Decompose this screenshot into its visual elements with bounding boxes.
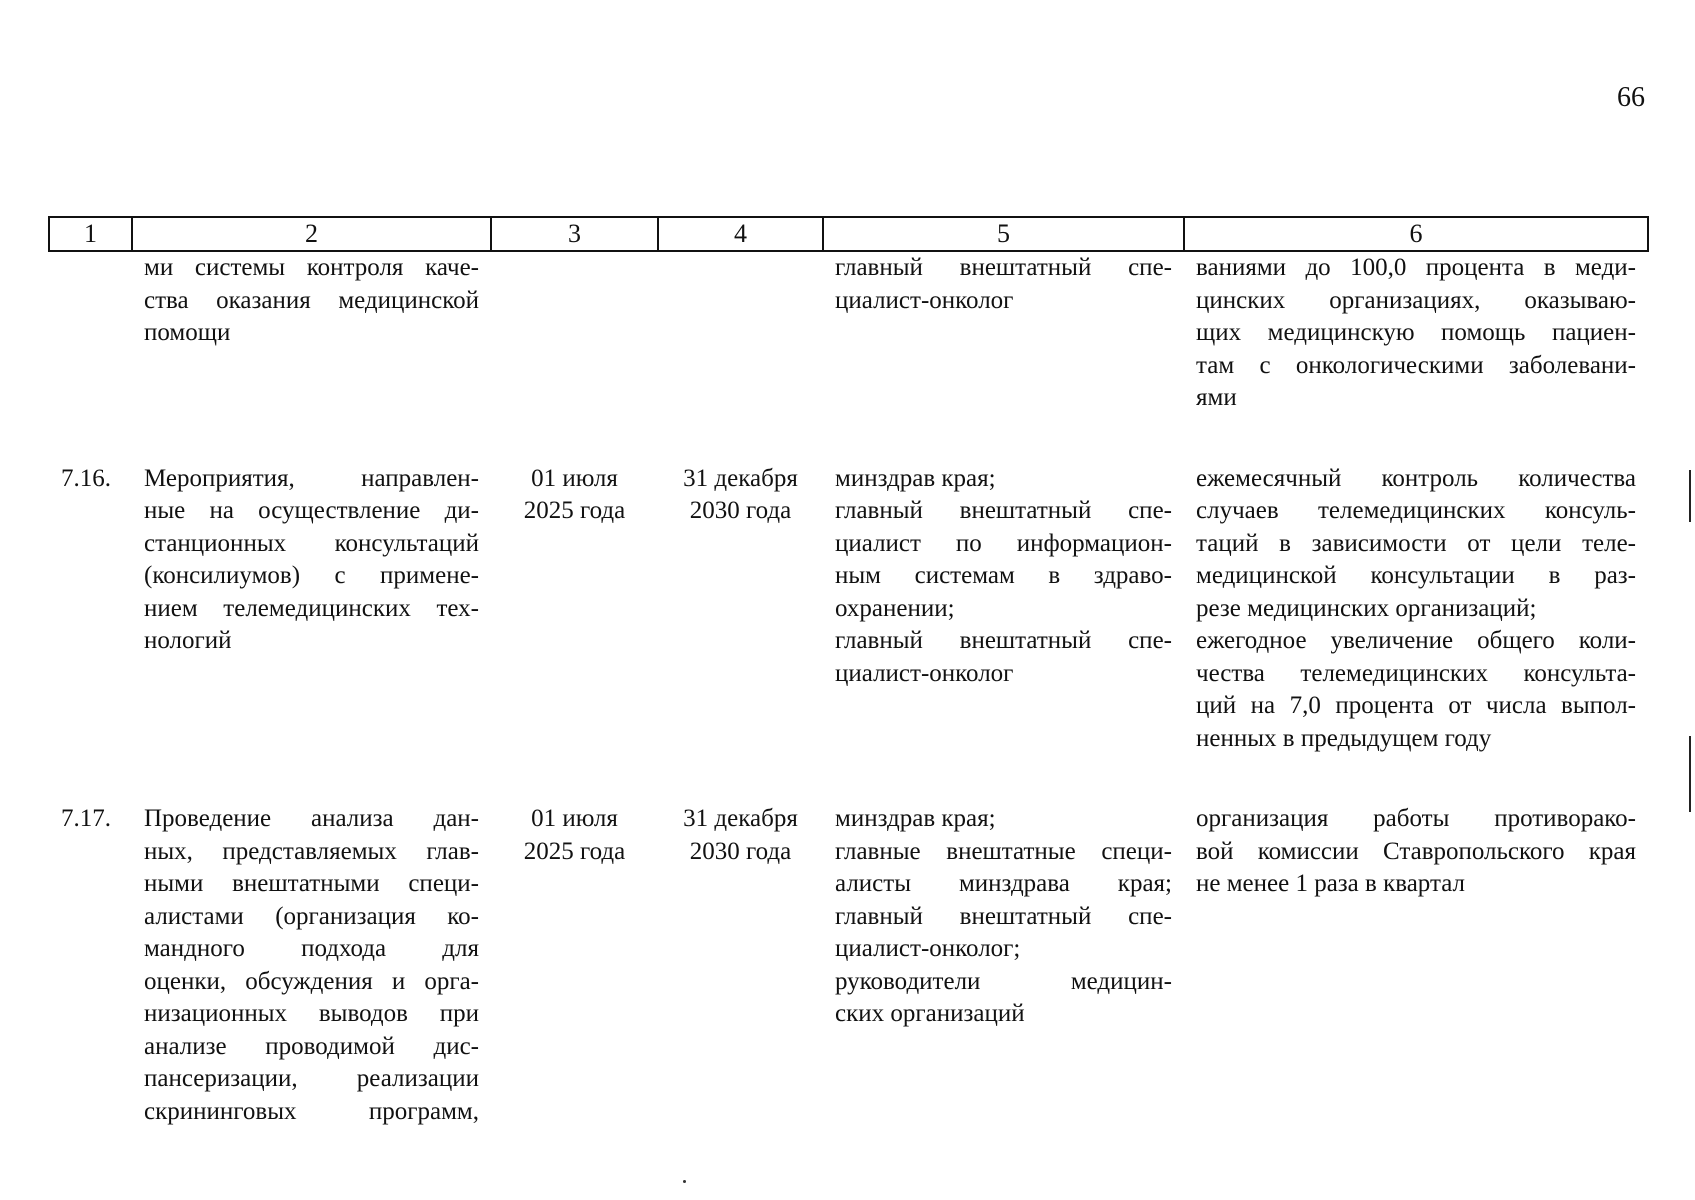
text-line: главный внештатный спе- <box>835 627 1172 654</box>
text-line: скрининговых программ, <box>144 1097 479 1125</box>
text-line: резе медицинских организаций; <box>1196 594 1537 622</box>
text-line: 31 декабря <box>683 464 798 492</box>
text-line: 31 декабря <box>683 805 798 832</box>
text-line: не менее 1 раза в квартал <box>1196 870 1465 897</box>
text-line: ства оказания медицинской <box>144 286 479 314</box>
text-line: циалист-онколог <box>835 659 1014 687</box>
text-line: щих медицинскую помощь пациен- <box>1196 319 1636 346</box>
text-line: анализе проводимой дис- <box>144 1032 479 1060</box>
text-line: 2030 года <box>689 497 792 524</box>
text-line: мандного подхода для <box>144 935 479 962</box>
text-line: минздрав края; <box>835 805 996 832</box>
result-cell <box>1184 781 1648 1154</box>
column-number-5: 5 <box>823 217 1184 251</box>
text-line: пансеризации, реализации <box>144 1065 479 1092</box>
item-number: 7.16. <box>61 464 111 492</box>
text-line: 2030 года <box>689 837 792 865</box>
activities-table <box>48 216 1649 1154</box>
text-line: цинских организациях, оказываю- <box>1196 286 1636 314</box>
text-line: главный внештатный спе- <box>835 902 1172 930</box>
text-line: ми системы контроля каче- <box>144 254 479 281</box>
column-number-3: 3 <box>491 217 658 251</box>
text-line: ным системам в здраво- <box>835 562 1172 589</box>
text-line: нологий <box>144 627 232 654</box>
text-line: 2025 года <box>523 837 626 865</box>
text-line: (консилиумов) с примене- <box>144 562 479 589</box>
continued-num-cell <box>49 251 132 441</box>
text-line: ваниями до 100,0 процента в меди- <box>1196 254 1636 281</box>
scan-speck <box>683 1180 686 1183</box>
text-line: организация работы противорако- <box>1196 805 1636 832</box>
table-row-7-17 <box>49 781 1648 1154</box>
text-line: нием телемедицинских тех- <box>144 594 479 622</box>
text-line: таций в зависимости от цели теле- <box>1196 529 1636 557</box>
column-number-header-row <box>49 217 1648 251</box>
responsible-cell <box>823 441 1184 782</box>
continued-result-cell <box>1184 251 1648 441</box>
text-line: главный внештатный спе- <box>835 254 1172 281</box>
text-line: низационных выводов при <box>144 1000 479 1027</box>
text-line: 2025 года <box>523 497 626 524</box>
text-line: случаев телемедицинских консуль- <box>1196 497 1636 524</box>
column-number-1: 1 <box>49 217 132 251</box>
text-line: вой комиссии Ставропольского края <box>1196 837 1636 865</box>
text-line: Мероприятия, направлен- <box>144 464 479 492</box>
text-line: руководители медицин- <box>835 967 1172 995</box>
item-number: 7.17. <box>61 805 111 832</box>
activity-name-cell <box>132 781 491 1154</box>
start-date-cell <box>491 441 658 782</box>
text-line: циалист-онколог <box>835 286 1014 314</box>
result-cell <box>1184 441 1648 782</box>
activity-name-cell <box>132 441 491 782</box>
text-line: циалист по информацион- <box>835 529 1172 557</box>
page-number: 66 <box>1617 82 1645 113</box>
text-line: ежемесячный контроль количества <box>1196 464 1636 492</box>
scan-margin-mark <box>1689 470 1691 522</box>
text-line: 01 июля <box>531 464 618 492</box>
continued-end-cell <box>658 251 823 441</box>
end-date-cell <box>658 781 823 1154</box>
text-line: станционных консультаций <box>144 529 479 557</box>
text-line: главные внештатные специ- <box>835 837 1172 865</box>
text-line: главный внештатный спе- <box>835 497 1172 524</box>
text-line: минздрав края; <box>835 464 996 492</box>
text-line: ненных в предыдущем году <box>1196 724 1492 752</box>
text-line: охранении; <box>835 594 955 622</box>
table-row-7-16 <box>49 441 1648 782</box>
continued-start-cell <box>491 251 658 441</box>
text-line: ежегодное увеличение общего коли- <box>1196 627 1636 654</box>
text-line: чества телемедицинских консульта- <box>1196 659 1636 687</box>
text-line: алисты минздрава края; <box>835 870 1172 897</box>
text-line: помощи <box>144 319 231 346</box>
scan-margin-mark <box>1689 736 1691 812</box>
text-line: оценки, обсуждения и орга- <box>144 967 479 995</box>
text-line: ных, представляемых глав- <box>144 837 479 865</box>
continued-row <box>49 251 1648 441</box>
text-line: ями <box>1196 384 1237 411</box>
end-date-cell <box>658 441 823 782</box>
text-line: циалист-онколог; <box>835 935 1021 962</box>
text-line: ными внештатными специ- <box>144 870 479 897</box>
responsible-cell <box>823 781 1184 1154</box>
column-number-4: 4 <box>658 217 823 251</box>
continued-responsible-cell <box>823 251 1184 441</box>
text-line: там с онкологическими заболевани- <box>1196 351 1636 379</box>
column-number-2: 2 <box>132 217 491 251</box>
text-line: алистами (организация ко- <box>144 902 479 930</box>
text-line: медицинской консультации в раз- <box>1196 562 1636 589</box>
continued-activity-cell <box>132 251 491 441</box>
start-date-cell <box>491 781 658 1154</box>
text-line: Проведение анализа дан- <box>144 805 479 832</box>
text-line: ные на осуществление ди- <box>144 497 479 524</box>
text-line: ских организаций <box>835 1000 1025 1027</box>
text-line: 01 июля <box>531 805 618 832</box>
column-number-6: 6 <box>1184 217 1648 251</box>
text-line: ций на 7,0 процента от числа выпол- <box>1196 692 1636 719</box>
